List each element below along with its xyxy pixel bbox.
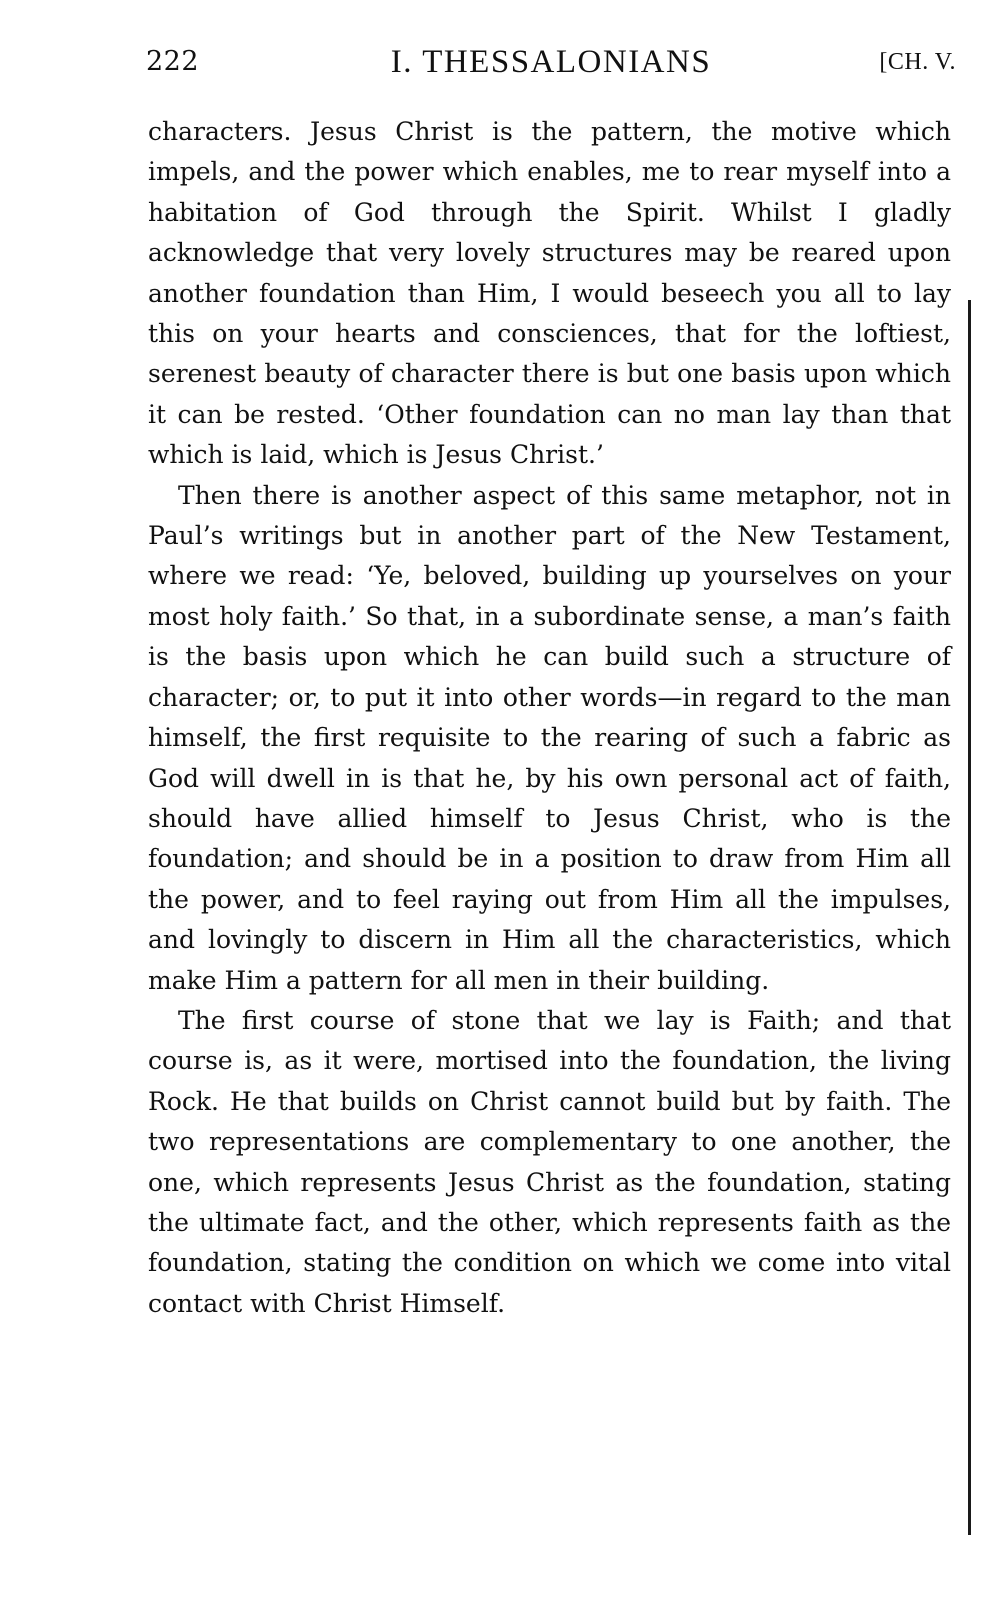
page-edge-rule xyxy=(968,300,971,1535)
paragraph-another-aspect: Then there is another aspect of this same metaphor, not in Paul’s writings but in another part of the New Testament, where we read: ‘Ye, beloved, building up yourselves on your most holy faith.’ So that, in a subordinate sense, a man’s faith is the basis upon which he can build such a structure of character; or, to put it into other words—in regard to the man himself, the first requisite to the rearing of such a fabric as God will dwell in is that he, by his own personal act of faith, should have allied himself to Jesus Christ, who is the foundation; and should be in a position to draw from Him all the power, and to feel raying out from Him all the impulses, and lovingly to discern in Him all the characteristics, which make Him a pattern for all men in their building. xyxy=(148,480,951,995)
running-title: I. THESSALONIANS xyxy=(390,44,712,80)
page-number: 222 xyxy=(146,46,200,77)
body-text xyxy=(148,112,951,1324)
paragraph-continued: characters. Jesus Christ is the pattern, the motive which impels, and the power which enables, me to rear myself into a habitation of God through the Spirit. Whilst I gladly acknowledge that very lovely structures may be reared upon another foundation than Him, I would beseech you all to lay this on your hearts and consciences, that for the loftiest, serenest beauty of character there is but one basis upon which it can be rested. ‘Other foundation can no man lay than that which is laid, which is Jesus Christ.’ xyxy=(148,117,951,470)
chapter-reference: [CH. V. xyxy=(879,49,956,75)
running-head xyxy=(146,44,956,84)
paragraph-first-course: The first course of stone that we lay is Faith; and that course is, as it were, mortised into the foundation, the living Rock. He that builds on Christ cannot build but by faith. The two representations are complementary to one another, the one, which represents Jesus Christ as the foundation, stating the ultimate fact, and the other, which represents faith as the foundation, stating the condition on which we come into vital contact with Christ Himself. xyxy=(148,1005,951,1318)
